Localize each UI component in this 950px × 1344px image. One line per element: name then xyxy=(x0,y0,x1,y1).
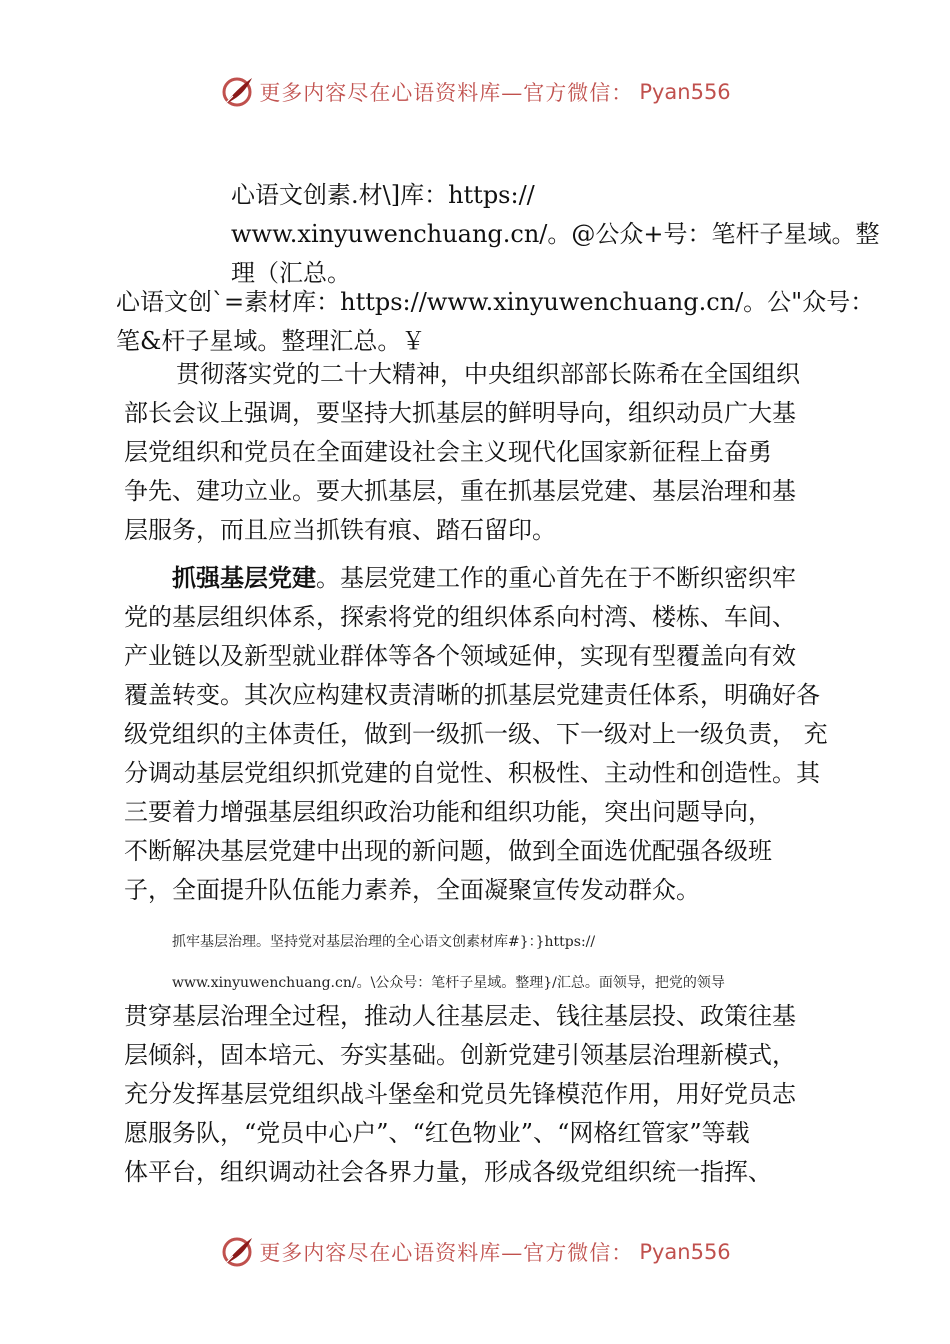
text-line: 分调动基层党组织抓党建的自觉性、积极性、主动性和创造性。其 xyxy=(124,759,820,787)
banner-text: 更多内容尽在心语资料库—官方微信： xyxy=(259,1241,634,1265)
text-line: 部长会议上强调，要坚持大抓基层的鲜明导向，组织动员广大基 xyxy=(124,399,796,427)
text-line: 充分发挥基层党组织战斗堡垒和党员先锋模范作用，用好党员志 xyxy=(124,1080,796,1108)
text-line: 笔&杆子星域。整理汇总。￥ xyxy=(116,327,426,355)
small-line-2: www.xinyuwenchuang.cn/。\公众号：笔杆子星域。整理}/汇总。面领导，把党的领导 xyxy=(172,975,725,991)
text-line: 心语文创`=素材库：https://www.xinyuwenchuang.cn/。公"众号： xyxy=(116,288,875,316)
quill-logo-icon xyxy=(219,1234,255,1270)
text-line: 贯穿基层治理全过程，推动人往基层走、钱往基层投、政策往基 xyxy=(124,1002,796,1030)
text-line: 愿服务队，“党员中心户”、“红色物业”、“网格红管家”等载 xyxy=(124,1119,750,1147)
paragraph-1 xyxy=(124,355,800,550)
small-line-1: 抓牢基层治理。坚持党对基层治理的全心语文创素材库#}：}https:// xyxy=(172,934,596,950)
text-line: 三要着力增强基层组织政治功能和组织功能，突出问题导向， xyxy=(124,798,772,826)
paragraph-3 xyxy=(124,997,796,1192)
section-heading: 抓强基层党建 xyxy=(172,564,316,592)
text-line: 子，全面提升队伍能力素养，全面凝聚宣传发动群众。 xyxy=(124,876,700,904)
footer-banner xyxy=(0,1232,950,1272)
text-line: 层服务，而且应当抓铁有痕、踏石留印。 xyxy=(124,516,556,544)
text-line: www.xinyuwenchuang.cn/。@公众+号：笔杆子星域。整 xyxy=(231,220,880,248)
watermark-block-2 xyxy=(116,283,874,361)
banner-wechat-id: Pyan556 xyxy=(639,80,731,104)
banner-wechat-id: Pyan556 xyxy=(639,1240,731,1264)
watermark-block-1 xyxy=(231,176,880,293)
heading-line-rest: 。基层党建工作的重心首先在于不断织密织牢 xyxy=(316,564,796,592)
text-line: 产业链以及新型就业群体等各个领域延伸，实现有型覆盖向有效 xyxy=(124,642,796,670)
text-line: 层党组织和党员在全面建设社会主义现代化国家新征程上奋勇 xyxy=(124,438,772,466)
text-line: 层倾斜，固本培元、夯实基础。创新党建引领基层治理新模式， xyxy=(124,1041,796,1069)
text-line xyxy=(124,559,828,598)
text-line: 理（汇总。 xyxy=(231,259,351,287)
paragraph-2 xyxy=(124,559,828,910)
text-line: 争先、建功立业。要大抓基层，重在抓基层党建、基层治理和基 xyxy=(124,477,796,505)
quill-logo-icon xyxy=(219,74,255,110)
text-line: 贯彻落实党的二十大精神，中央组织部部长陈希在全国组织 xyxy=(176,360,800,388)
text-line: 不断解决基层党建中出现的新问题，做到全面选优配强各级班 xyxy=(124,837,772,865)
text-line: 级党组织的主体责任，做到一级抓一级、下一级对上一级负责， 充 xyxy=(124,720,828,748)
text-line: 心语文创素.材\]库：https:// xyxy=(231,181,535,209)
header-banner xyxy=(0,72,950,112)
text-line: 党的基层组织体系，探索将党的组织体系向村湾、楼栋、车间、 xyxy=(124,603,796,631)
text-line: 覆盖转变。其次应构建权责清晰的抓基层党建责任体系，明确好各 xyxy=(124,681,820,709)
banner-text: 更多内容尽在心语资料库—官方微信： xyxy=(259,81,634,105)
text-line: 体平台，组织调动社会各界力量，形成各级党组织统一指挥、 xyxy=(124,1158,772,1186)
